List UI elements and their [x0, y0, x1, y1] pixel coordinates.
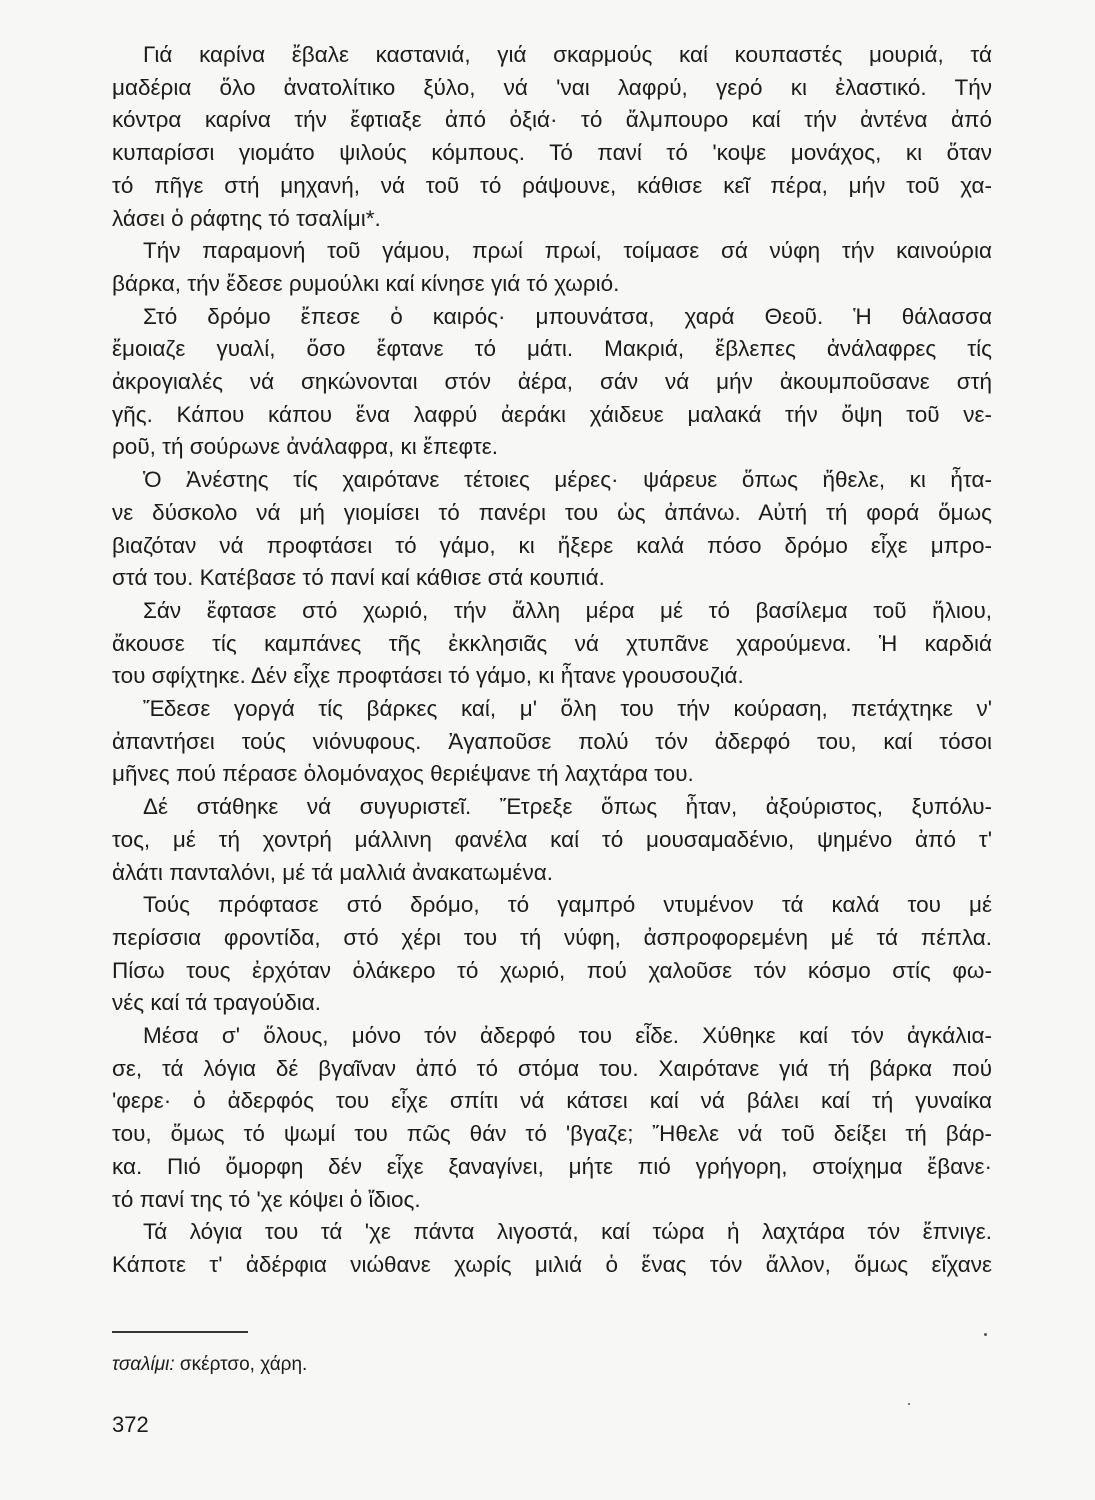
text-line: Σάν ἔφτασε στό χωριό, τήν ἄλλη μέρα μέ τό βασίλεμα τοῦ ἥλιου,: [143, 597, 992, 623]
text-line: σε, τά λόγια δέ βγαῖναν ἀπό τό στόμα του. Χαιρότανε γιά τή βάρκα πού: [112, 1055, 992, 1081]
text-line: Ὁ Ἀνέστης τίς χαιρότανε τέτοιες μέρες· ψάρευε ὅπως ἤθελε, κι ἦτα-: [143, 467, 992, 493]
text-line: κόντρα καρίνα τήν ἔφτιαξε ἀπό ὀξιά· τό ἄλμπουρο καί τήν ἀντένα ἀπό: [112, 107, 992, 133]
text-line: νές καί τά τραγούδια.: [112, 990, 321, 1016]
text-line: ἀκρογιαλές νά σηκώνονται στόν ἀέρα, σάν νά μήν ἀκουμποῦσανε στή: [112, 369, 992, 394]
print-speck: [984, 1333, 987, 1336]
text-line: του, ὅμως τό ψωμί του πῶς θάν τό 'βγαζε; Ἤθελε νά τοῦ δείξει τή βάρ-: [112, 1121, 992, 1147]
text-line: ροῦ, τή σούρωνε ἀνάλαφρα, κι ἔπεφτε.: [112, 434, 498, 460]
text-line: Τά λόγια του τά 'χε πάντα λιγοστά, καί τώρα ἡ λαχτάρα τόν ἔπνιγε.: [143, 1219, 992, 1245]
footnote-term: τσαλίμι:: [112, 1354, 175, 1375]
text-line: Δέ στάθηκε νά συγυριστεῖ. Ἔτρεξε ὅπως ἦταν, ἀξούριστος, ξυπόλυ-: [143, 794, 992, 820]
text-line: μῆνες πού πέρασε ὁλομόναχος θεριέψανε τή λαχτάρα του.: [112, 761, 694, 787]
text-line: βάρκα, τήν ἔδεσε ρυμούλκι καί κίνησε γιά τό χωριό.: [112, 270, 620, 296]
text-line: Κάποτε τ' ἀδέρφια νιώθανε χωρίς μιλιά ὁ ἕνας τόν ἄλλον, ὅμως εἴχανε: [112, 1251, 992, 1277]
text-line: Πίσω τους ἐρχόταν ὁλάκερο τό χωριό, πού χαλοῦσε τόν κόσμο στίς φω-: [112, 957, 992, 983]
text-line: Τούς πρόφτασε στό δρόμο, τό γαμπρό ντυμένον τά καλά του μέ: [143, 892, 992, 918]
footnote: [112, 1351, 307, 1379]
text-line: τό πῆγε στή μηχανή, νά τοῦ τό ράψουνε, κάθισε κεῖ πέρα, μήν τοῦ χα-: [112, 172, 992, 198]
text-line: Ἔδεσε γοργά τίς βάρκες καί, μ' ὅλη του τήν κούραση, πετάχτηκε ν': [143, 696, 992, 721]
footnote-separator: [112, 1331, 248, 1333]
text-line: κα. Πιό ὄμορφη δέν εἶχε ξαναγίνει, μήτε πιό γρήγορη, στοίχημα ἔβανε·: [112, 1153, 992, 1179]
text-line: Στό δρόμο ἔπεσε ὁ καιρός· μπουνάτσα, χαρά Θεοῦ. Ἡ θάλασσα: [143, 303, 992, 329]
text-line: Γιά καρίνα ἔβαλε καστανιά, γιά σκαρμούς καί κουπαστές μουριά, τά: [143, 42, 992, 67]
footnote-definition: σκέρτσο, χάρη.: [179, 1354, 308, 1375]
text-line: τος, μέ τή χοντρή μάλλινη φανέλα καί τό μουσαμαδένιο, ψημένο ἀπό τ': [112, 826, 992, 852]
text-line: μαδέρια ὅλο ἀνατολίτικο ξύλο, νά 'ναι λαφρύ, γερό κι ἐλαστικό. Τήν: [112, 74, 992, 100]
text-line: νε δύσκολο νά μή γιομίσει τό πανέρι του ὡς ἀπάνω. Αὐτή τή φορά ὅμως: [112, 499, 992, 525]
text-line: Μέσα σ' ὅλους, μόνο τόν ἀδερφό του εἶδε. Χύθηκε καί τόν ἀγκάλια-: [143, 1023, 992, 1048]
text-line: τό πανί της τό 'χε κόψει ὁ ἴδιος.: [112, 1186, 421, 1212]
text-line: ἀπαντήσει τούς νιόνυφους. Ἀγαποῦσε πολύ τόν ἀδερφό του, καί τόσοι: [112, 728, 992, 754]
text-line: ἔμοιαζε γυαλί, ὅσο ἔφτανε τό μάτι. Μακριά, ἔβλεπες ἀνάλαφρες τίς: [112, 336, 992, 362]
text-line: λάσει ὁ ράφτης τό τσαλίμι*.: [112, 205, 381, 231]
text-line: ἁλάτι πανταλόνι, μέ τά μαλλιά ἀνακατωμένα.: [112, 859, 553, 885]
page-number: 372: [112, 1412, 149, 1437]
print-speck: [908, 1403, 910, 1405]
text-line: του σφίχτηκε. Δέν εἶχε προφτάσει τό γάμο, κι ἦτανε γρουσουζιά.: [112, 663, 744, 689]
text-line: περίσσια φροντίδα, στό χέρι του τή νύφη, ἀσπροφορεμένη μέ τά πέπλα.: [112, 924, 992, 950]
text-line: ἄκουσε τίς καμπάνες τῆς ἐκκλησιᾶς νά χτυπᾶνε χαρούμενα. Ἡ καρδιά: [112, 630, 992, 656]
text-line: βιαζόταν νά προφτάσει τό γάμο, κι ἤξερε καλά πόσο δρόμο εἶχε μπρο-: [112, 532, 992, 558]
text-line: στά του. Κατέβασε τό πανί καί κάθισε στά κουπιά.: [112, 565, 605, 591]
text-line: κυπαρίσσι γιομάτο ψιλούς κόμπους. Τό πανί τό 'κοψε μονάχος, κι ὅταν: [112, 140, 992, 166]
text-line: γῆς. Κάπου κάπου ἕνα λαφρύ ἀεράκι χάιδευε μαλακά τήν ὄψη τοῦ νε-: [112, 401, 992, 427]
text-line: Τήν παραμονή τοῦ γάμου, πρωί πρωί, τοίμασε σά νύφη τήν καινούρια: [143, 238, 992, 264]
text-line: 'φερε· ὁ ἀδερφός του εἶχε σπίτι νά κάτσει καί νά βάλει καί τή γυναίκα: [112, 1088, 992, 1114]
